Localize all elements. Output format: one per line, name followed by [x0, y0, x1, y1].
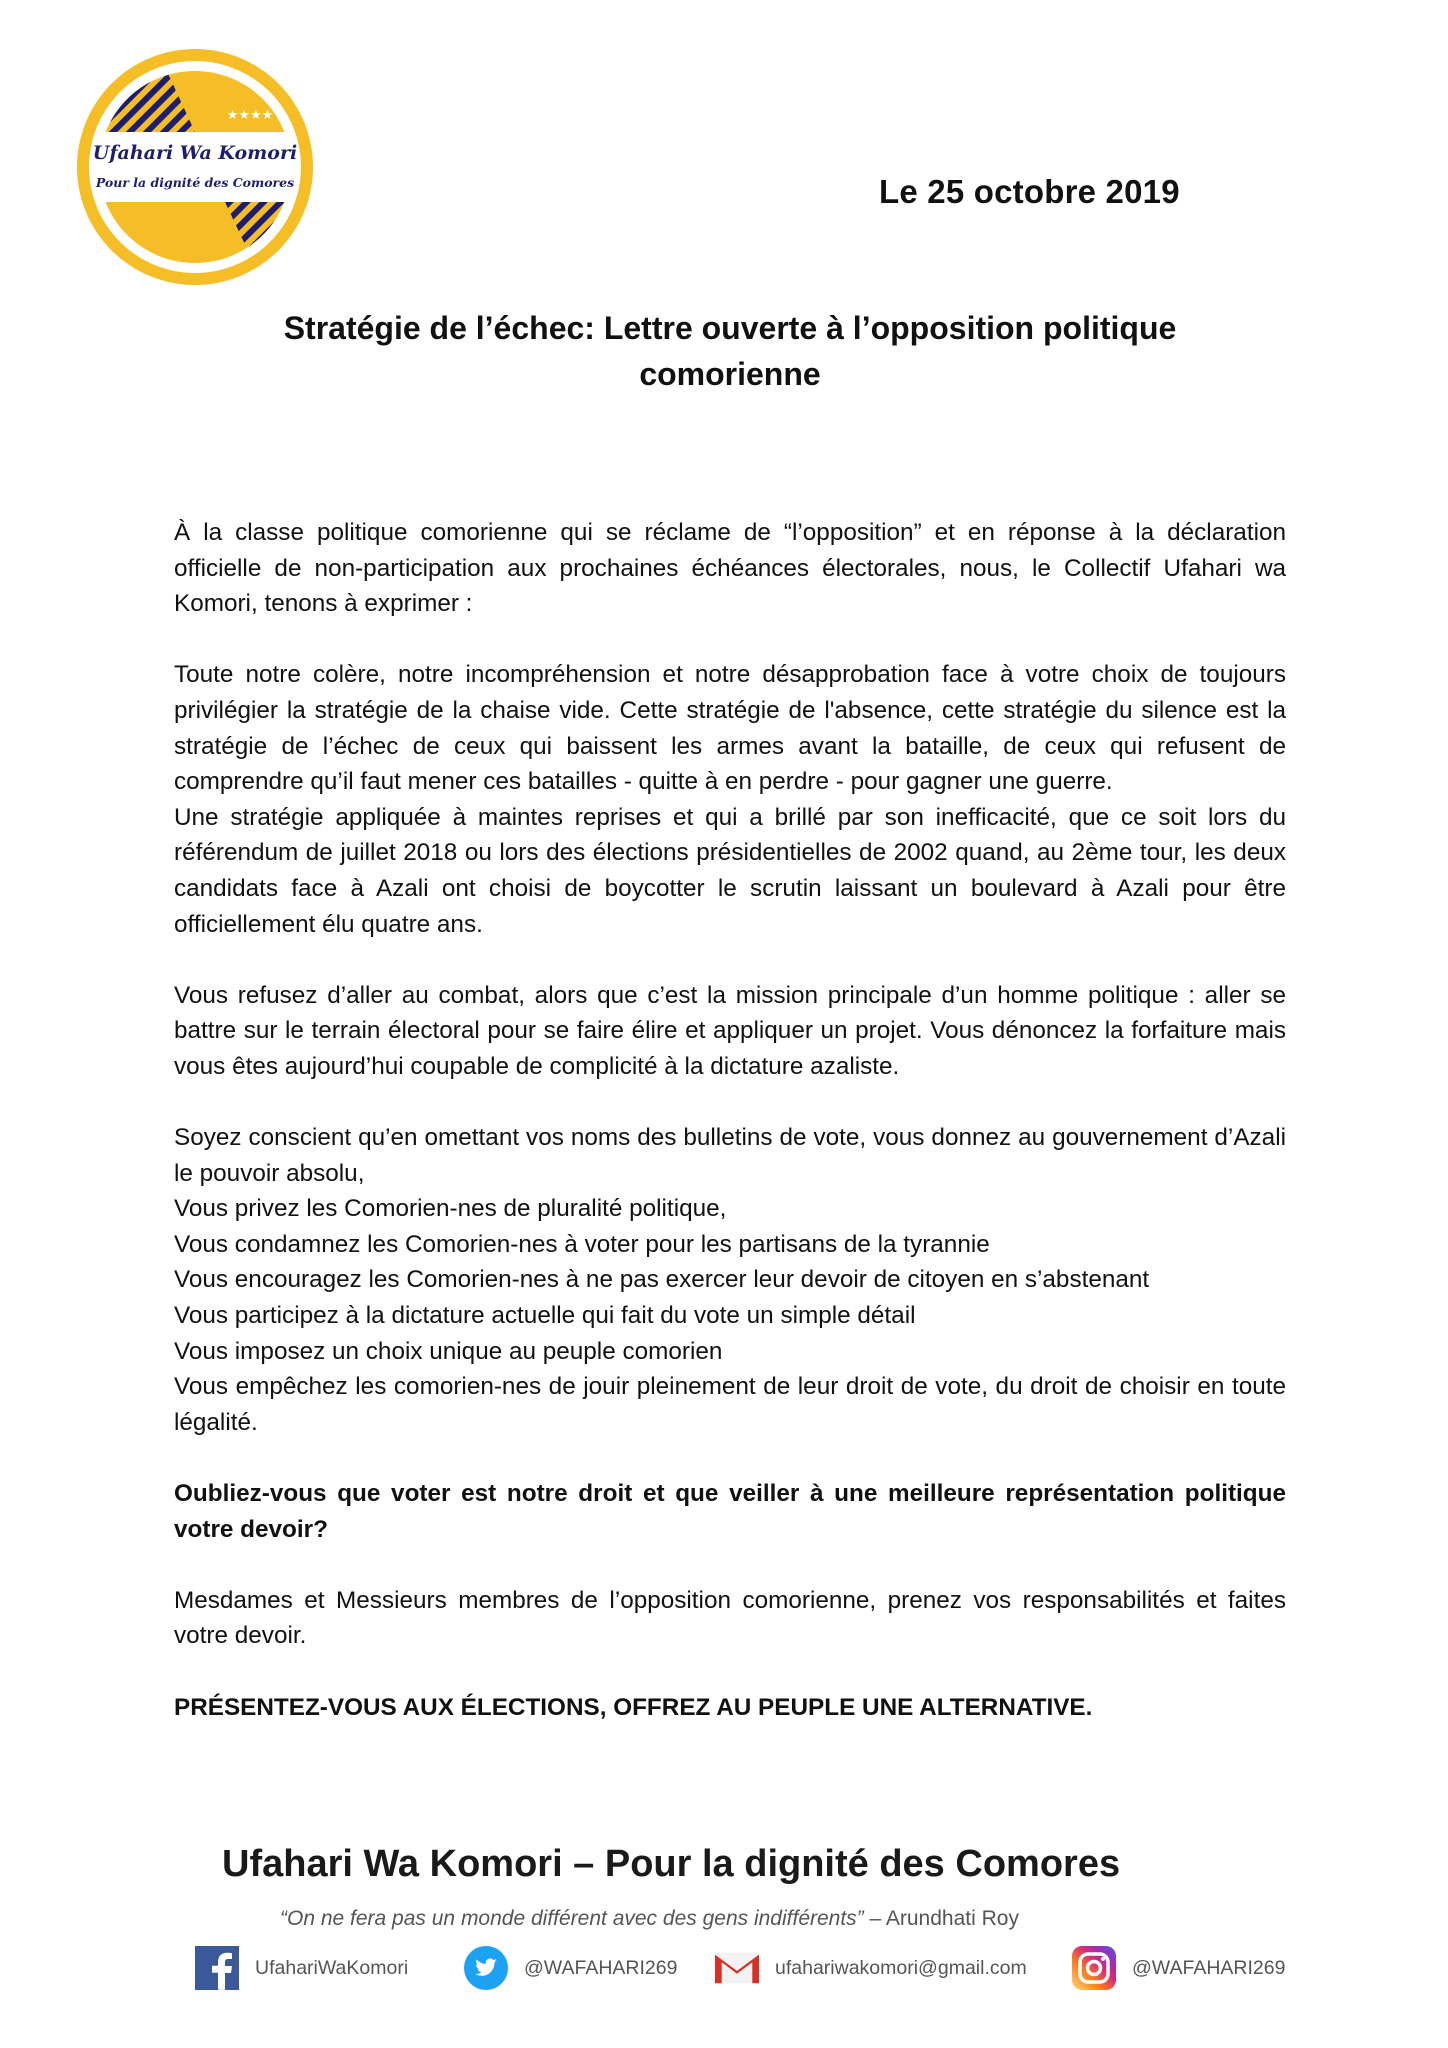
title-line-2: comorienne	[639, 356, 821, 392]
social-twitter[interactable]	[464, 1945, 677, 1991]
footer-quote	[280, 1907, 1019, 1931]
paragraph-strategy: Une stratégie appliquée à maintes reprises et qui a brillé par son inefficacité, que ce soit lors du référendum de juillet 2018 ou lors des élections présidentielles de 2002 quand, au 2ème tour, les deux candidats face à Azali ont choisi de boycotter le scrutin laissant un boulevard à Azali pour être officiellement élu quatre ans.	[174, 803, 1286, 938]
list-item: Vous privez les Comorien-nes de pluralité politique,	[174, 1195, 727, 1223]
paragraph-conscious: Soyez conscient qu’en omettant vos noms des bulletins de vote, vous donnez au gouvernement d’Azali le pouvoir absolu,	[174, 1124, 1286, 1187]
facebook-handle[interactable]: UfahariWaKomori	[255, 1956, 409, 1979]
social-facebook[interactable]	[195, 1945, 408, 1991]
list-item: Vous empêchez les comorien-nes de jouir pleinement de leur droit de vote, du droit de choisir en toute légalité.	[174, 1373, 1286, 1436]
letter-body	[174, 515, 1286, 1725]
quote-author: – Arundhati Roy	[863, 1907, 1019, 1930]
list-item: Vous encouragez les Comorien-nes à ne pas exercer leur devoir de citoyen en s’abstenant	[174, 1266, 1150, 1294]
instagram-handle[interactable]: @WAFAHARI269	[1132, 1956, 1286, 1979]
facebook-icon	[195, 1946, 239, 1990]
list-item: Vous condamnez les Comorien-nes à voter pour les partisans de la tyrannie	[174, 1230, 990, 1258]
paragraph-combat: Vous refusez d’aller au combat, alors que c’est la mission principale d’un homme politique : aller se battre sur le terrain électoral pour se faire élire et appliquer un projet. Vous dénoncez la forfaiture mais vous êtes aujourd’hui coupable de complicité à la dictature azaliste.	[174, 981, 1286, 1080]
paragraph-question: Oubliez-vous que voter est notre droit et que veiller à une meilleure représentation politique votre devoir?	[174, 1480, 1286, 1543]
twitter-handle[interactable]: @WAFAHARI269	[524, 1956, 678, 1979]
svg-text:★★★★: ★★★★	[226, 108, 274, 123]
quote-text: “On ne fera pas un monde différent avec des gens indifférents”	[280, 1907, 864, 1930]
title-line-1: Stratégie de l’échec: Lettre ouverte à l’opposition politique	[283, 310, 1177, 346]
gmail-icon	[715, 1946, 759, 1990]
social-email[interactable]	[715, 1945, 1027, 1991]
letter-title	[160, 305, 1300, 397]
social-instagram[interactable]	[1072, 1945, 1285, 1991]
letter-date: Le 25 octobre 2019	[879, 173, 1180, 210]
email-address[interactable]: ufahariwakomori@gmail.com	[775, 1956, 1027, 1979]
paragraph-slogan: PRÉSENTEZ-VOUS AUX ÉLECTIONS, OFFREZ AU PEUPLE UNE ALTERNATIVE.	[174, 1693, 1093, 1721]
list-item: Vous imposez un choix unique au peuple comorien	[174, 1337, 723, 1365]
twitter-icon	[464, 1946, 508, 1990]
paragraph-appeal: Mesdames et Messieurs membres de l’opposition comorienne, prenez vos responsabilités et faites votre devoir.	[174, 1586, 1286, 1650]
paragraph-intro: À la classe politique comorienne qui se réclame de “l’opposition” et en réponse à la déclaration officielle de non-participation aux prochaines échéances électorales, nous, le Collectif Ufahari wa Komori, tenons à exprimer :	[174, 519, 1286, 618]
list-item: Vous participez à la dictature actuelle qui fait du vote un simple détail	[174, 1302, 916, 1330]
paragraph-anger: Toute notre colère, notre incompréhension et notre désapprobation face à votre choix de toujours privilégier la stratégie de la chaise vide. Cette stratégie de l'absence, cette stratégie du silence est la stratégie de l’échec de ceux qui baissent les armes avant la bataille, de ceux qui refusent de comprendre qu’il faut mener ces batailles - quitte à en perdre - pour gagner une guerre.	[174, 661, 1286, 796]
logo-tagline: Pour la dignité des Comores	[95, 175, 295, 190]
footer-title: Ufahari Wa Komori – Pour la dignité des Comores	[222, 1843, 1121, 1885]
logo-name: Ufahari Wa Komori	[92, 142, 298, 164]
instagram-icon	[1072, 1946, 1116, 1990]
organization-logo	[75, 47, 315, 287]
logo-emblem-icon	[75, 47, 315, 287]
